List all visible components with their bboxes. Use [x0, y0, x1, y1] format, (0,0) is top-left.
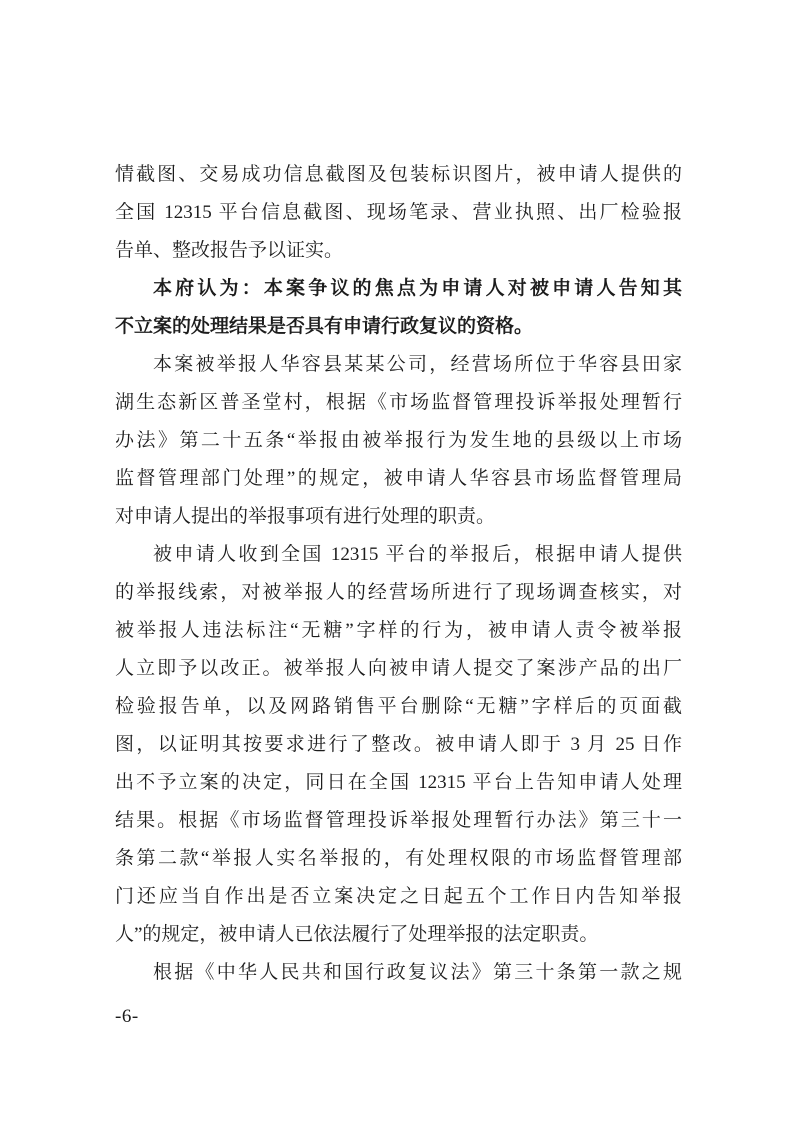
text-line: 图，以证明其按要求进行了整改。被申请人即于 3 月 25 日作 — [115, 734, 682, 755]
paragraph — [115, 346, 682, 536]
body-text — [115, 156, 682, 992]
text-line: 湖生态新区普圣堂村，根据《市场监督管理投诉举报处理暂行 — [115, 392, 682, 413]
text-line: 办法》第二十五条“举报由被举报行为发生地的县级以上市场 — [115, 430, 682, 451]
text-line: 被申请人收到全国 12315 平台的举报后，根据申请人提供 — [153, 544, 682, 565]
text-line: 检验报告单，以及网路销售平台删除“无糖”字样后的页面截 — [115, 696, 682, 717]
text-line: 人”的规定，被申请人已依法履行了处理举报的法定职责。 — [115, 924, 599, 945]
text-line: 本府认为：本案争议的焦点为申请人对被申请人告知其 — [153, 278, 682, 299]
text-line: 监督管理部门处理”的规定，被申请人华容县市场监督管理局 — [115, 468, 682, 489]
text-line: 不立案的处理结果是否具有申请行政复议的资格。 — [115, 316, 534, 337]
text-line: 告单、整改报告予以证实。 — [115, 240, 344, 261]
text-line: 本案被举报人华容县某某公司，经营场所位于华容县田家 — [153, 354, 682, 375]
page-number: -6- — [115, 1006, 139, 1027]
text-line: 根据《中华人民共和国行政复议法》第三十条第一款之规 — [153, 962, 682, 983]
text-line: 结果。根据《市场监督管理投诉举报处理暂行办法》第三十一 — [115, 810, 682, 831]
text-line: 被举报人违法标注“无糖”字样的行为，被申请人责令被举报 — [115, 620, 682, 641]
text-line: 的举报线索，对被举报人的经营场所进行了现场调查核实，对 — [115, 582, 682, 603]
paragraph — [115, 954, 682, 992]
text-line: 对申请人提出的举报事项有进行处理的职责。 — [115, 506, 496, 527]
paragraph — [115, 270, 682, 346]
text-line: 门还应当自作出是否立案决定之日起五个工作日内告知举报 — [115, 886, 682, 907]
text-line: 情截图、交易成功信息截图及包装标识图片，被申请人提供的 — [115, 164, 682, 185]
text-line: 人立即予以改正。被举报人向被申请人提交了案涉产品的出厂 — [115, 658, 682, 679]
text-line: 全国 12315 平台信息截图、现场笔录、营业执照、出厂检验报 — [115, 202, 682, 223]
text-line: 条第二款“举报人实名举报的，有处理权限的市场监督管理部 — [115, 848, 682, 869]
paragraph — [115, 536, 682, 954]
paragraph — [115, 156, 682, 270]
text-line: 出不予立案的决定，同日在全国 12315 平台上告知申请人处理 — [115, 772, 682, 793]
